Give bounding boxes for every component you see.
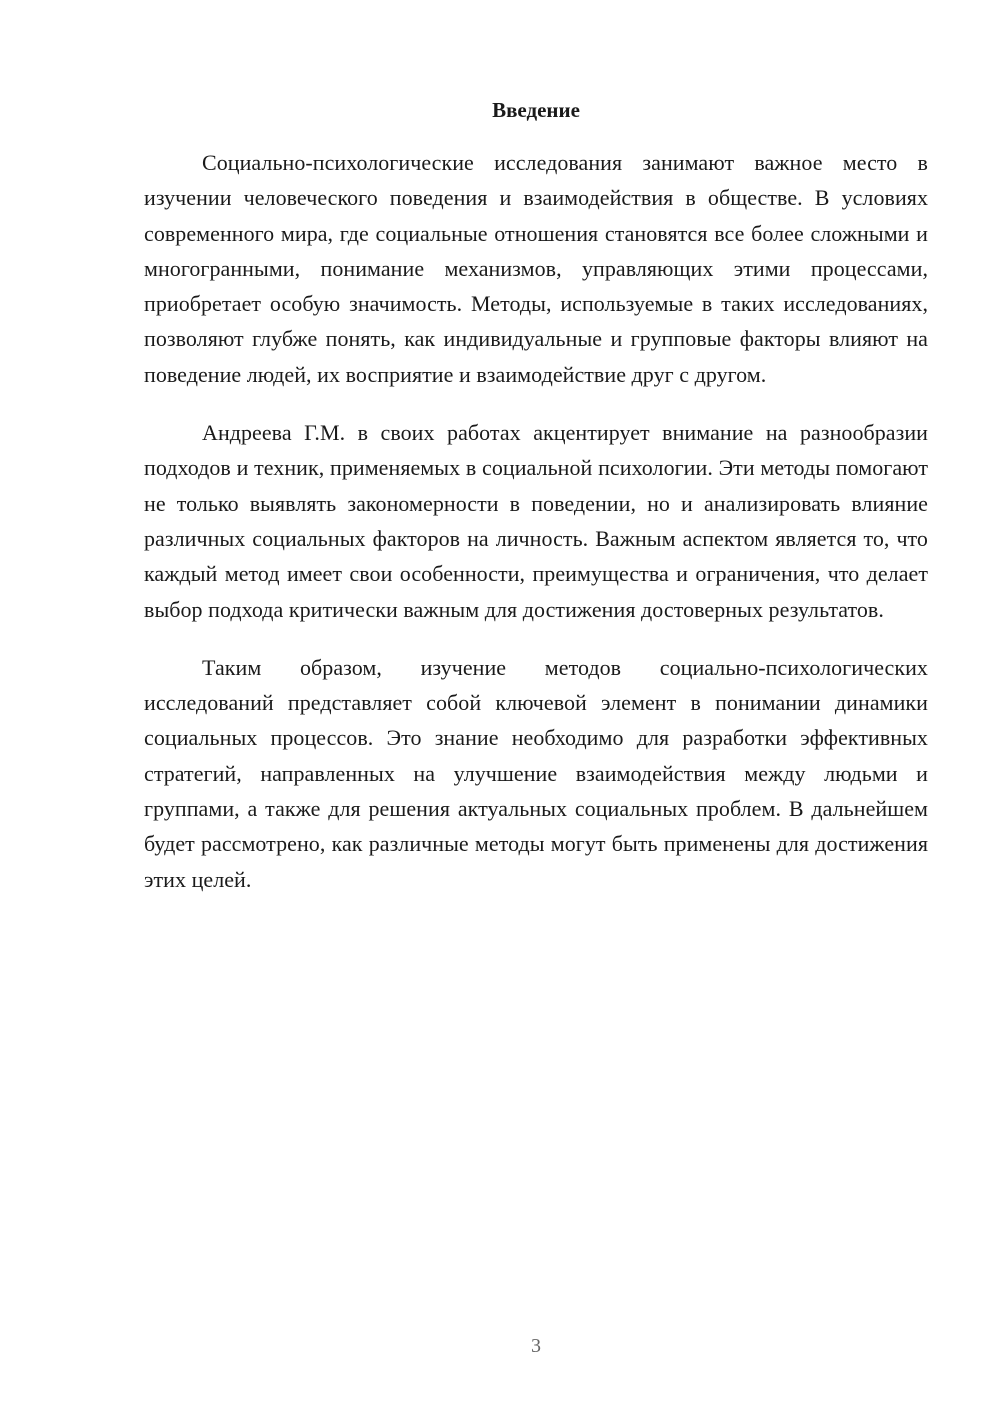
- page-content: [144, 95, 928, 920]
- paragraph-conclusion: Таким образом, изучение методов социально-психологических исследований представляет собой ключевой элемент в понимании динамики социальных процессов. Это знание необходимо для разработки эффективных стратегий, направленных на улучшение взаимодействия между людьми и группами, а также для решения актуальных социальных проблем. В дальнейшем будет рассмотрено, как различные методы могут быть применены для достижения этих целей.: [144, 654, 928, 892]
- paragraph-intro: Социально-психологические исследования занимают важное место в изучении человеческого поведения и взаимодействия в обществе. В условиях современного мира, где социальные отношения становятся все более сложными и многогранными, понимание механизмов, управляющих этими процессами, приобретает особую значимость. Методы, используемые в таких исследованиях, позволяют глубже понять, как индивидуальные и групповые факторы влияют на поведение людей, их восприятие и взаимодействие друг с другом.: [144, 150, 928, 387]
- paragraph-andreeva: Андреева Г.М. в своих работах акцентирует внимание на разнообразии подходов и техник, применяемых в социальной психологии. Эти методы помогают не только выявлять закономерности в поведении, но и анализировать влияние различных социальных факторов на личность. Важным аспектом является то, что каждый метод имеет свои особенности, преимущества и ограничения, что делает выбор подхода критически важным для достижения достоверных результатов.: [144, 420, 928, 622]
- section-heading: Введение: [492, 98, 580, 122]
- page-number: 3: [531, 1335, 541, 1357]
